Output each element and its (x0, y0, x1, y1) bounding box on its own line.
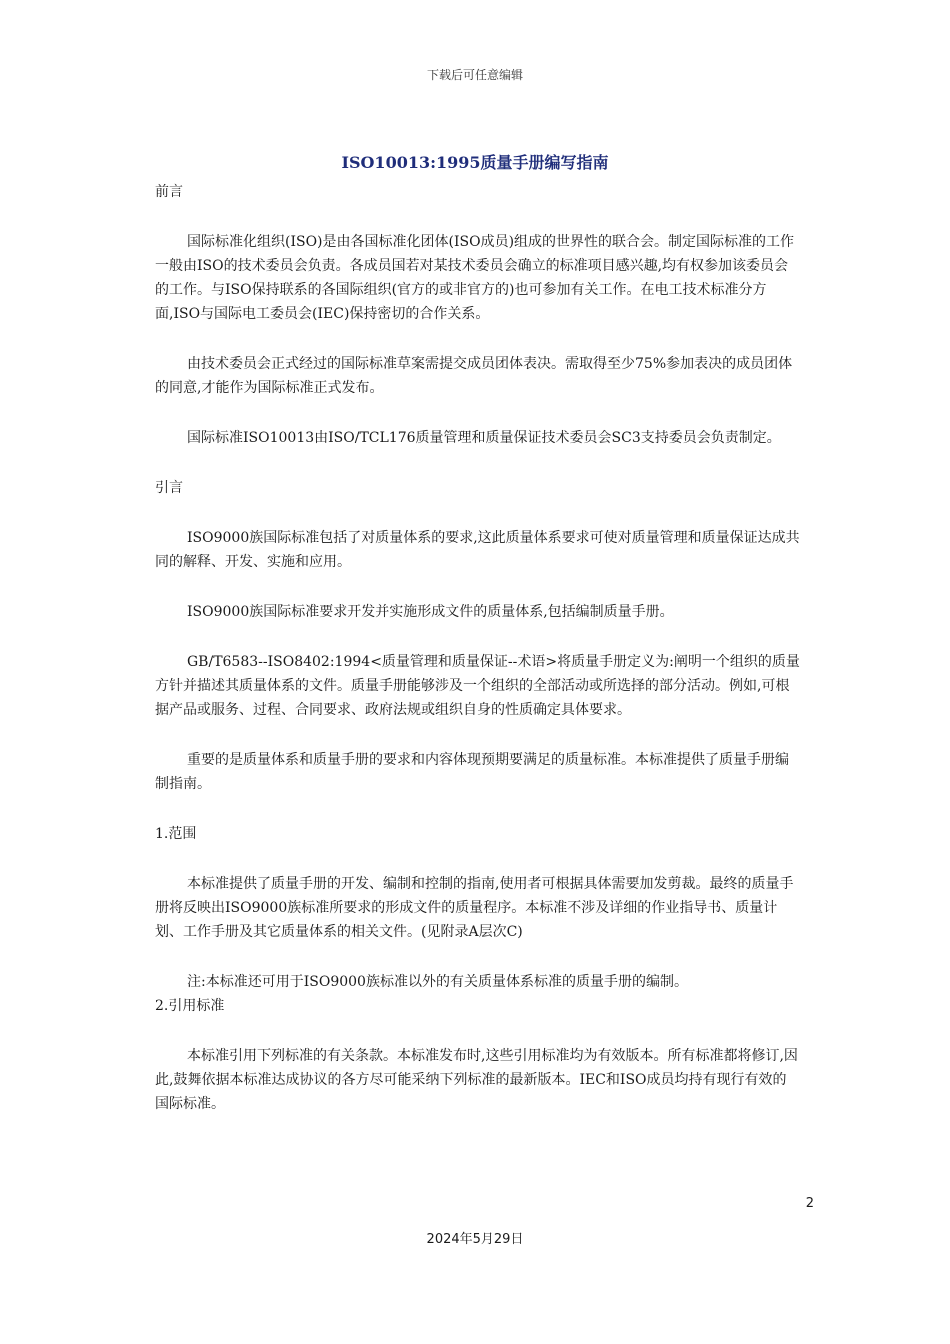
scope-heading: 1.范围 (155, 826, 197, 842)
introduction-paragraph-4: 重要的是质量体系和质量手册的要求和内容体现预期要满足的质量标准。本标准提供了质量手册编制指南。 (155, 752, 789, 792)
introduction-heading: 引言 (155, 480, 183, 496)
scope-paragraph-1: 本标准提供了质量手册的开发、编制和控制的指南,使用者可根据具体需要加发剪裁。最终的质量手册将反映出ISO9000族标准所要求的形成文件的质量程序。本标准不涉及详细的作业指导书、质量计划、工作手册及其它质量体系的相关文件。(见附录A层次C) (155, 876, 794, 940)
header-note: 下载后可任意编辑 (426, 68, 523, 82)
normative-references-heading: 2.引用标准 (155, 998, 225, 1014)
introduction-paragraph-1: ISO9000族国际标准包括了对质量体系的要求,这此质量体系要求可使对质量管理和质量保证达成共同的解释、开发、实施和应用。 (155, 530, 800, 570)
scope-note: 注:本标准还可用于ISO9000族标准以外的有关质量体系标准的质量手册的编制。 (187, 974, 688, 990)
foreword-paragraph-3: 国际标准ISO10013由ISO/TCL176质量管理和质量保证技术委员会SC3支持委员会负责制定。 (187, 430, 781, 446)
footer-date: 2024年5月29日 (426, 1232, 524, 1247)
document-title: ISO10013:1995质量手册编写指南 (341, 153, 609, 172)
introduction-paragraph-3: GB/T6583--ISO8402:1994<质量管理和质量保证--术语>将质量手册定义为:阐明一个组织的质量方针并描述其质量体系的文件。质量手册能够涉及一个组织的全部活动或所选择的部分活动。例如,可根据产品或服务、过程、合同要求、政府法规或组织自身的性质确定具体要求。 (155, 654, 800, 718)
page-number: 2 (805, 1196, 814, 1211)
foreword-heading: 前言 (155, 184, 183, 200)
document-body (155, 180, 800, 1116)
introduction-paragraph-2: ISO9000族国际标准要求开发并实施形成文件的质量体系,包括编制质量手册。 (187, 604, 674, 620)
foreword-paragraph-1: 国际标准化组织(ISO)是由各国标准化团体(ISO成员)组成的世界性的联合会。制定国际标准的工作一般由ISO的技术委员会负责。各成员国若对某技术委员会确立的标准项目感兴趣,均有权参加该委员会的工作。与ISO保持联系的各国际组织(官方的或非官方的)也可参加有关工作。在电工技术标准分方面,ISO与国际电工委员会(IEC)保持密切的合作关系。 (155, 234, 795, 322)
foreword-paragraph-2: 由技术委员会正式经过的国际标准草案需提交成员团体表决。需取得至少75%参加表决的成员团体的同意,才能作为国际标准正式发布。 (155, 356, 793, 396)
normative-references-paragraph-1: 本标准引用下列标准的有关条款。本标准发布时,这些引用标准均为有效版本。所有标准都将修订,因此,鼓舞依据本标准达成协议的各方尽可能采纳下列标准的最新版本。IEC和ISO成员均持有现行有效的国际标准。 (155, 1048, 798, 1112)
